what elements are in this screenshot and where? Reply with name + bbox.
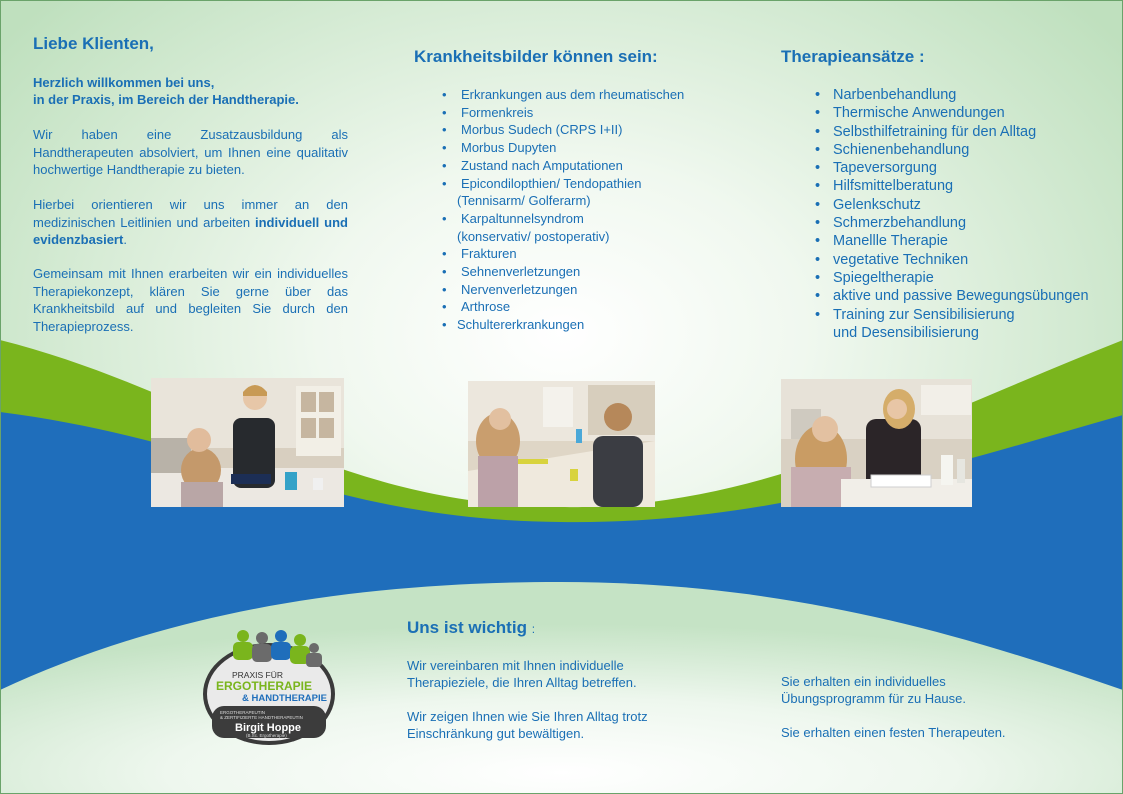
list-item: • Schultererkrankungen [440, 316, 684, 334]
list-item: • Frakturen [440, 245, 684, 263]
conditions-list [440, 86, 684, 334]
list-item: • Zustand nach Amputationen [440, 157, 684, 175]
therapy-photo-1 [151, 378, 344, 507]
welcome-title: Liebe Klienten, [33, 34, 154, 53]
logo-small3: (B.Sc. Ergotherapie) [246, 733, 287, 738]
important-paragraph-2: Wir zeigen Ihnen wie Sie Ihren Alltag trotz Einschränkung gut bewältigen. [407, 709, 648, 741]
list-item: • Arthrose [440, 298, 684, 316]
list-item: • Thermische Anwendungen [813, 104, 1089, 122]
list-item: • Training zur Sensibilisierung [813, 306, 1089, 324]
list-item: • Epicondilopthien/ Tendopathien [440, 175, 684, 193]
important-paragraph-3: Sie erhalten ein individuelles Übungsprogramm für zu Hause. [781, 674, 966, 706]
list-item: und Desensibilisierung [833, 324, 979, 341]
welcome-paragraph-2 [33, 196, 348, 249]
important-paragraph-4: Sie erhalten einen festen Therapeuten. [781, 725, 1006, 740]
logo-line2: ERGOTHERAPIE [216, 679, 313, 693]
logo-name: Birgit Hoppe [235, 722, 301, 734]
important-title-text: Uns ist wichtig [407, 618, 527, 637]
list-item: (konservativ/ postoperativ) [457, 228, 610, 244]
welcome-paragraph-1: Wir haben eine Zusatzausbildung als Handtherapeuten absolviert, um Ihnen eine qualitativ hochwertige Handtherapie zu bieten. [33, 127, 348, 177]
list-item: • Erkrankungen aus dem rheumatischen [440, 86, 684, 104]
list-item: • Morbus Dupyten [440, 139, 684, 157]
welcome-paragraph-2-end: . [123, 232, 127, 247]
logo-line3: & HANDTHERAPIE [242, 693, 327, 704]
welcome-paragraph-3: Gemeinsam mit Ihnen erarbeiten wir ein individuelles Therapiekonzept, klären Sie gerne über das Krankheitsbild auf und begleiten Sie durch den Therapieprozess. [33, 266, 348, 334]
list-item: • Spiegeltherapie [813, 269, 1089, 287]
therapy-photo-3 [781, 379, 972, 507]
list-item: • Morbus Sudech (CRPS I+II) [440, 121, 684, 139]
list-item: • Narbenbehandlung [813, 86, 1089, 104]
important-title [407, 618, 535, 638]
list-item: (Tennisarm/ Golferarm) [457, 193, 591, 209]
logo-small1: ERGOTHERAPEUTIN [220, 710, 266, 715]
welcome-subtitle-line1: Herzlich willkommen bei uns, [33, 75, 215, 90]
list-item: • Nervenverletzungen [440, 281, 684, 299]
list-item: • Hilfsmittelberatung [813, 177, 1089, 195]
list-item: • Manellle Therapie [813, 232, 1089, 250]
logo-line1: PRAXIS FÜR [232, 670, 284, 680]
list-item: • Schienenbehandlung [813, 141, 1089, 159]
list-item: • Schmerzbehandlung [813, 214, 1089, 232]
list-item: • vegetative Techniken [813, 251, 1089, 269]
welcome-paragraph-2-bold: individuell und evidenzbasiert [33, 214, 348, 247]
welcome-subtitle [33, 74, 299, 108]
conditions-title: Krankheitsbilder können sein: [414, 47, 658, 66]
therapy-photo-2 [468, 381, 655, 507]
welcome-subtitle-line2: in der Praxis, im Bereich der Handtherapie. [33, 92, 299, 107]
list-item: • Formenkreis [440, 104, 684, 122]
list-item: • aktive und passive Bewegungsübungen [813, 287, 1089, 305]
important-paragraph-1: Wir vereinbaren mit Ihnen individuelle Therapieziele, die Ihren Alltag betreffen. [407, 658, 637, 690]
practice-logo [198, 628, 340, 746]
list-item: • Karpaltunnelsyndrom [440, 210, 684, 228]
logo-small2: & ZERTIFIZIERTE HANDTHERAPEUTIN [220, 715, 303, 720]
list-item: • Sehnenverletzungen [440, 263, 684, 281]
important-title-suffix: : [531, 622, 536, 636]
list-item: • Gelenkschutz [813, 196, 1089, 214]
therapies-title: Therapieansätze : [781, 47, 925, 66]
therapies-list [813, 86, 1089, 342]
welcome-paragraph-2-text: Hierbei orientieren wir uns immer an den medizinischen Leitlinien und arbeiten [33, 197, 348, 230]
list-item: • Selbsthilfetraining für den Alltag [813, 123, 1089, 141]
list-item: • Tapeversorgung [813, 159, 1089, 177]
